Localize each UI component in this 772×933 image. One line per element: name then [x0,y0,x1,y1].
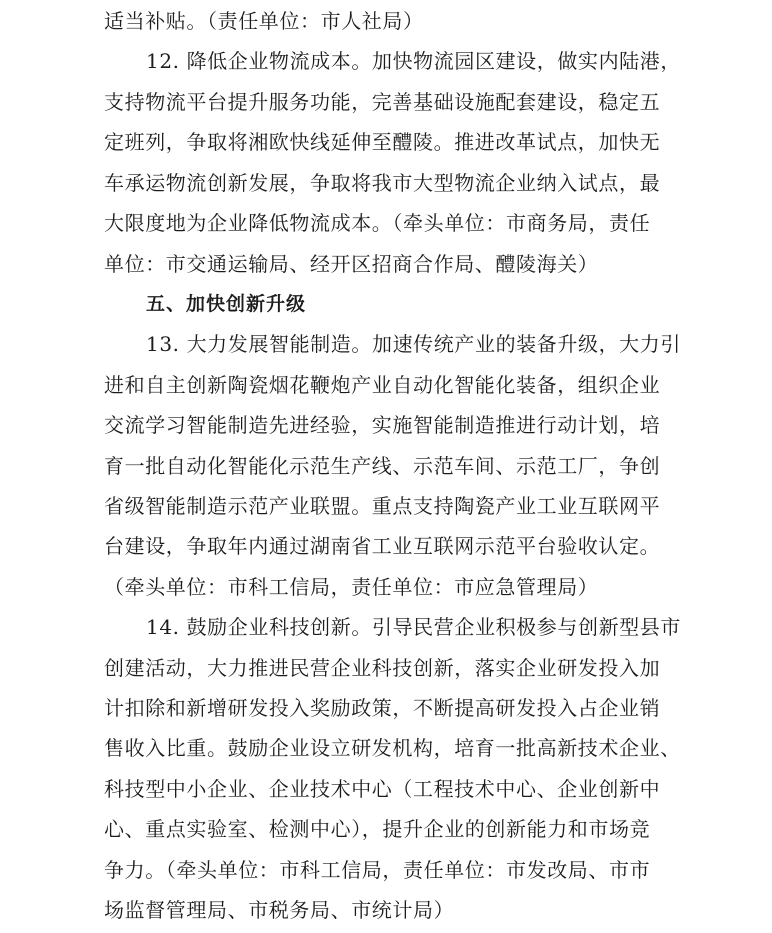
section-heading: 五、加快创新升级 [146,292,307,315]
text-line: 售收入比重。鼓励企业设立研发机构，培育一批高新技术企业、 [104,736,681,761]
text-line: 育一批自动化智能化示范生产线、示范车间、示范工厂，争创 [104,453,661,478]
text-line: 单位：市交通运输局、经开区招商合作局、醴陵海关） [104,251,599,276]
text-line: 科技型中小企业、企业技术中心（工程技术中心、企业创新中 [104,776,661,801]
text-line: 适当补贴。（责任单位：市人社局） [104,9,424,33]
text-line: 省级智能制造示范产业联盟。重点支持陶瓷产业工业互联网平 [104,493,661,518]
paragraph-14-heading-line: 14. 鼓励企业科技创新。引导民营企业积极参与创新型县市 [146,615,681,640]
text-line: 计扣除和新增研发投入奖励政策，不断提高研发投入占企业销 [104,696,661,720]
text-line: 场监督管理局、市税务局、市统计局） [104,898,455,922]
paragraph-13-heading-line: 13. 大力发展智能制造。加速传统产业的装备升级，大力引 [146,332,681,357]
text-line: 定班列，争取将湘欧快线延伸至醴陵。推进改革试点，加快无 [104,130,661,155]
text-line: 进和自主创新陶瓷烟花鞭炮产业自动化智能化装备，组织企业 [104,372,661,397]
text-line: 争力。（牵头单位：市科工信局，责任单位：市发改局、市市 [104,857,651,882]
text-line: （牵头单位：市科工信局，责任单位：市应急管理局） [104,574,599,599]
text-line: 交流学习智能制造先进经验，实施智能制造推进行动计划，培 [104,413,661,438]
text-line: 支持物流平台提升服务功能，完善基础设施配套建设，稳定五 [104,89,661,114]
text-line: 大限度地为企业降低物流成本。（牵头单位：市商务局，责任 [104,211,651,235]
text-line: 车承运物流创新发展，争取将我市大型物流企业纳入试点，最 [104,170,661,195]
text-line: 创建活动，大力推进民营企业科技创新，落实企业研发投入加 [104,655,661,680]
paragraph-12-heading-line: 12. 降低企业物流成本。加快物流园区建设，做实内陆港， [146,49,681,74]
text-line: 台建设，争取年内通过湖南省工业互联网示范平台验收认定。 [104,534,661,559]
text-line: 心、重点实验室、检测中心），提升企业的创新能力和市场竞 [104,817,651,842]
